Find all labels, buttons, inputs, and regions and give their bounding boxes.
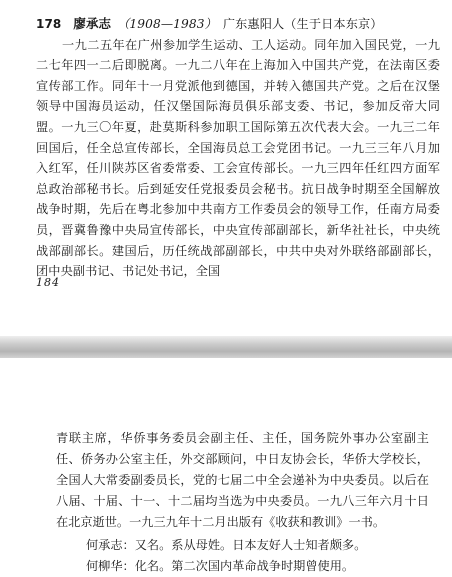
page-number: 184 [36, 276, 60, 289]
biography-text-part-1: 一九二五年在广州参加学生运动、工人运动。同年加入国民党，一九二七年四一二后即脱离。一九二八年在上海加入中国共产党，在法南区委宣传部工作。同年十一月党派他到德国，并转入德国共产党。之后在汉堡领导中国海员运动，任汉堡国际海员俱乐部支委、书记，参加反帝大同盟。一九三〇年夏，赴莫斯科参加职工国际第五次代表大会。一九三二年回国后，任全总宣传部长，全国海员总工会党团书记。一九三三年八月加入红军，任川陕苏区省委常委、工会宣传部长。一九三四年任红四方面军总政治部秘书长。后到延安任党报委员会秘书。抗日战争时期至全国解放战争时期，先后在粤北参加中共南方工作委员会的领导工作，任南方局委员，晋冀鲁豫中央局宣传部长，中央宣传部副部长，新华社社长，中央统战部副部长。建国后，历任统战部副部长，中共中央对外联络部副部长，团中央副书记、书记处书记，全国 [36, 37, 440, 279]
scan-gap-band [0, 336, 452, 358]
birthplace: 广东惠阳人（生于日本东京） [222, 17, 383, 31]
alias-note: 何承志：又名。系从母姓。日本友好人士知者颇多。 [86, 538, 367, 552]
page-lower-section [0, 358, 452, 577]
biography-text-part-2: 青联主席，华侨事务委员会副主任、主任，国务院外事办公室副主任、侨务办公室主任，外交部顾问，中日友协会长，华侨大学校长，全国人大常委副委员长，党的七届二中全会递补为中央委员。以后在八届、十届、十一、十二届均当选为中央委员。一九八三年六月十日在北京逝世。一九三九年十二月出版有《收获和教训》一书。 [56, 431, 429, 529]
alias-notes [86, 535, 436, 577]
entry-number: 178 [36, 17, 62, 31]
entry-heading [36, 14, 440, 35]
person-name: 廖承志 [73, 16, 112, 31]
life-years: （1908—1983） [117, 17, 217, 31]
alias-note: 何柳华：化名。第二次国内革命战争时期曾使用。 [86, 559, 355, 573]
biography-entry [36, 14, 440, 282]
